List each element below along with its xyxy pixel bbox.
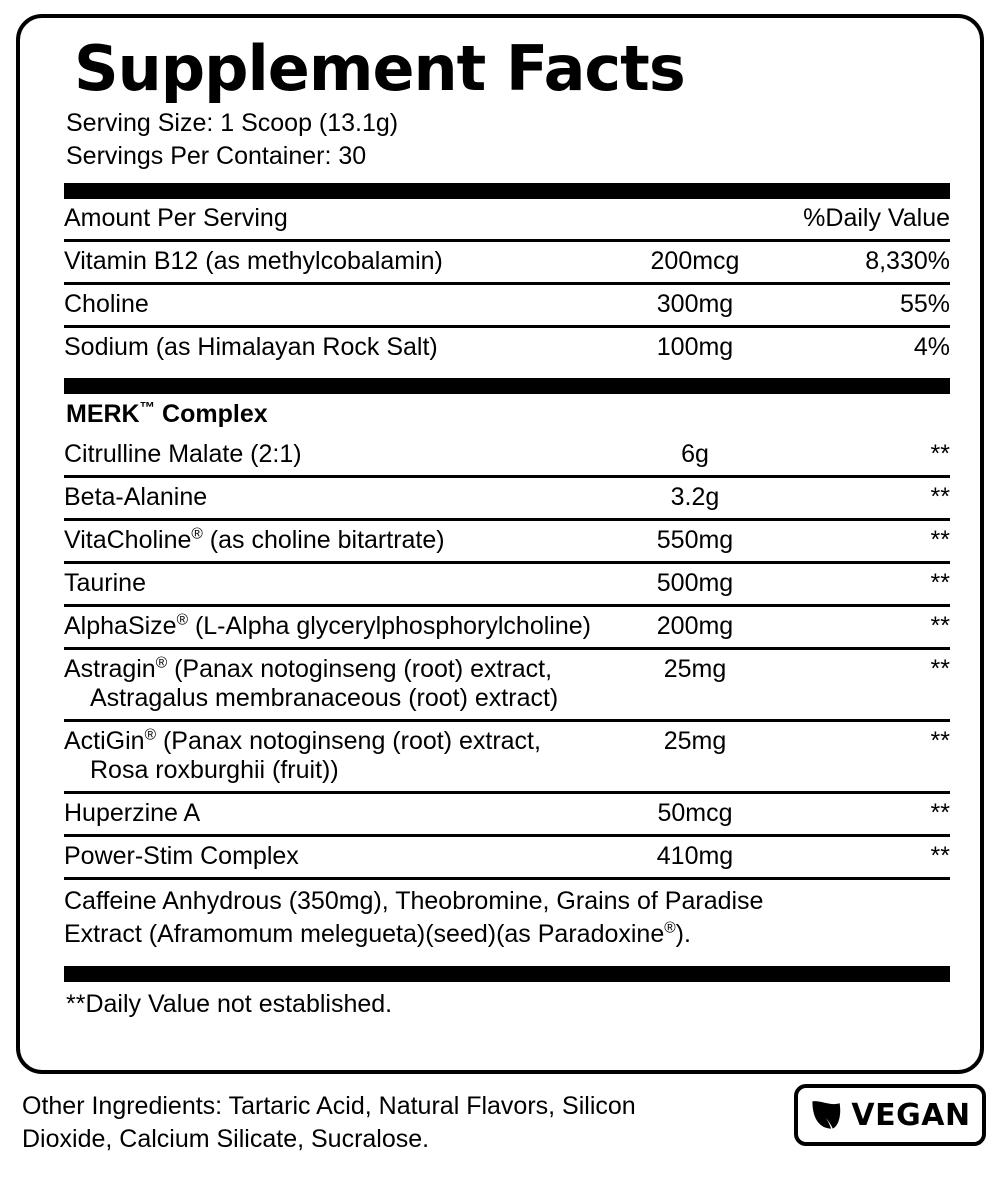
header-daily-value: %Daily Value: [790, 199, 950, 241]
page-title: Supplement Facts: [74, 32, 685, 105]
nutrient-dv: 4%: [913, 333, 950, 362]
ingredient-amount: 25mg: [600, 721, 790, 793]
header-amount-spacer: [600, 199, 790, 241]
registered-symbol: ®: [191, 525, 203, 543]
ingredient-dv: **: [790, 477, 950, 520]
ingredient-name: Citrulline Malate (2:1): [64, 435, 600, 477]
ingredient-detail: (Panax notoginseng (root) extract,: [167, 655, 553, 684]
nutrient-dv: 8,330%: [790, 241, 950, 284]
ingredient-detail-line2: Rosa roxburghii (fruit)): [90, 756, 339, 785]
ingredient-dv: **: [790, 836, 950, 879]
ingredient-amount: 50mcg: [600, 793, 790, 836]
complex-suffix: Complex: [155, 400, 268, 429]
ingredient-amount: 500mg: [600, 563, 790, 606]
ingredient-amount: 410mg: [600, 836, 790, 879]
vegan-badge: [794, 1084, 986, 1146]
complex-title: [64, 394, 950, 435]
table-row: [64, 836, 950, 879]
ingredient-brand: VitaCholine: [64, 526, 192, 555]
ingredient-name: [64, 606, 600, 649]
table-row: [64, 477, 950, 520]
nutrient-amount: 300mg: [600, 284, 790, 327]
daily-value-footnote: **Daily Value not established.: [66, 990, 393, 1019]
trademark-symbol: ™: [139, 399, 156, 417]
table-header-row: [64, 199, 950, 241]
table-row: [64, 520, 950, 563]
header-amount-per-serving: Amount Per Serving: [64, 199, 600, 241]
complex-name: MERK: [66, 400, 140, 429]
ingredient-amount: 550mg: [600, 520, 790, 563]
nutrient-table: [64, 199, 950, 368]
ingredient-dv: **: [790, 606, 950, 649]
registered-symbol: ®: [176, 611, 188, 629]
table-row: [64, 284, 950, 327]
ingredient-name: [64, 721, 600, 793]
nutrient-name: Sodium (as Himalayan Rock Salt): [64, 333, 438, 362]
nutrient-amount: 100mg: [656, 333, 734, 362]
ingredient-name: Huperzine A: [64, 793, 600, 836]
blend-detail-line2-post: ).: [675, 919, 691, 948]
table-row: [64, 327, 950, 369]
ingredient-detail: (L-Alpha glycerylphosphorylcholine): [188, 612, 591, 641]
ingredient-dv: **: [790, 649, 950, 721]
supplement-facts-inner: [64, 32, 950, 1019]
ingredient-detail: (as choline bitartrate): [202, 526, 445, 555]
table-row: [64, 241, 950, 284]
complex-table: [64, 435, 950, 956]
ingredient-brand: Astragin: [64, 655, 156, 684]
vegan-label: VEGAN: [851, 1097, 971, 1133]
ingredient-amount: 25mg: [600, 649, 790, 721]
ingredient-detail-line2: Astragalus membranaceous (root) extract): [90, 684, 559, 713]
registered-symbol: ®: [664, 919, 676, 937]
ingredient-dv: **: [790, 793, 950, 836]
blend-detail-text: [64, 879, 950, 957]
leaf-icon: [809, 1098, 843, 1132]
divider-thick-top: [64, 183, 950, 199]
nutrient-amount: 200mcg: [600, 241, 790, 284]
other-ingredients-text: Other Ingredients: Tartaric Acid, Natural Flavors, Silicon Dioxide, Calcium Silicate, Sucralose.: [22, 1092, 636, 1153]
supplement-facts-panel: [16, 14, 984, 1074]
ingredient-brand: ActiGin: [64, 727, 145, 756]
blend-detail-row: [64, 879, 950, 957]
servings-per-container-text: Servings Per Container: 30: [66, 142, 367, 171]
ingredient-amount: 200mg: [600, 606, 790, 649]
ingredient-dv: **: [790, 563, 950, 606]
ingredient-dv: **: [790, 721, 950, 793]
table-row: [64, 721, 950, 793]
registered-symbol: ®: [155, 654, 168, 672]
ingredient-brand: AlphaSize: [64, 612, 177, 641]
divider-thick-complex: [64, 378, 950, 394]
ingredient-name: Beta-Alanine: [64, 477, 600, 520]
blend-detail-line1: Caffeine Anhydrous (350mg), Theobromine, Grains of Paradise: [64, 887, 764, 916]
ingredient-amount: 3.2g: [600, 477, 790, 520]
ingredient-name: Taurine: [64, 563, 600, 606]
nutrient-name: Choline: [64, 284, 600, 327]
table-row: [64, 563, 950, 606]
ingredient-dv: **: [790, 435, 950, 477]
ingredient-name: Power-Stim Complex: [64, 836, 600, 879]
ingredient-detail: (Panax notoginseng (root) extract,: [156, 727, 541, 756]
table-row: [64, 793, 950, 836]
blend-detail-line2-pre: Extract (Aframomum melegueta)(seed)(as Paradoxine: [64, 919, 665, 948]
ingredient-name: [64, 649, 600, 721]
registered-symbol: ®: [144, 726, 157, 744]
ingredient-name: [64, 520, 600, 563]
table-row: [64, 606, 950, 649]
serving-size-text: Serving Size: 1 Scoop (13.1g): [66, 109, 399, 138]
ingredient-amount: 6g: [600, 435, 790, 477]
divider-thick-bottom: [64, 966, 950, 982]
nutrient-dv: 55%: [790, 284, 950, 327]
table-row: [64, 435, 950, 477]
table-row: [64, 649, 950, 721]
ingredient-dv: **: [790, 520, 950, 563]
nutrient-name: Vitamin B12 (as methylcobalamin): [64, 241, 600, 284]
